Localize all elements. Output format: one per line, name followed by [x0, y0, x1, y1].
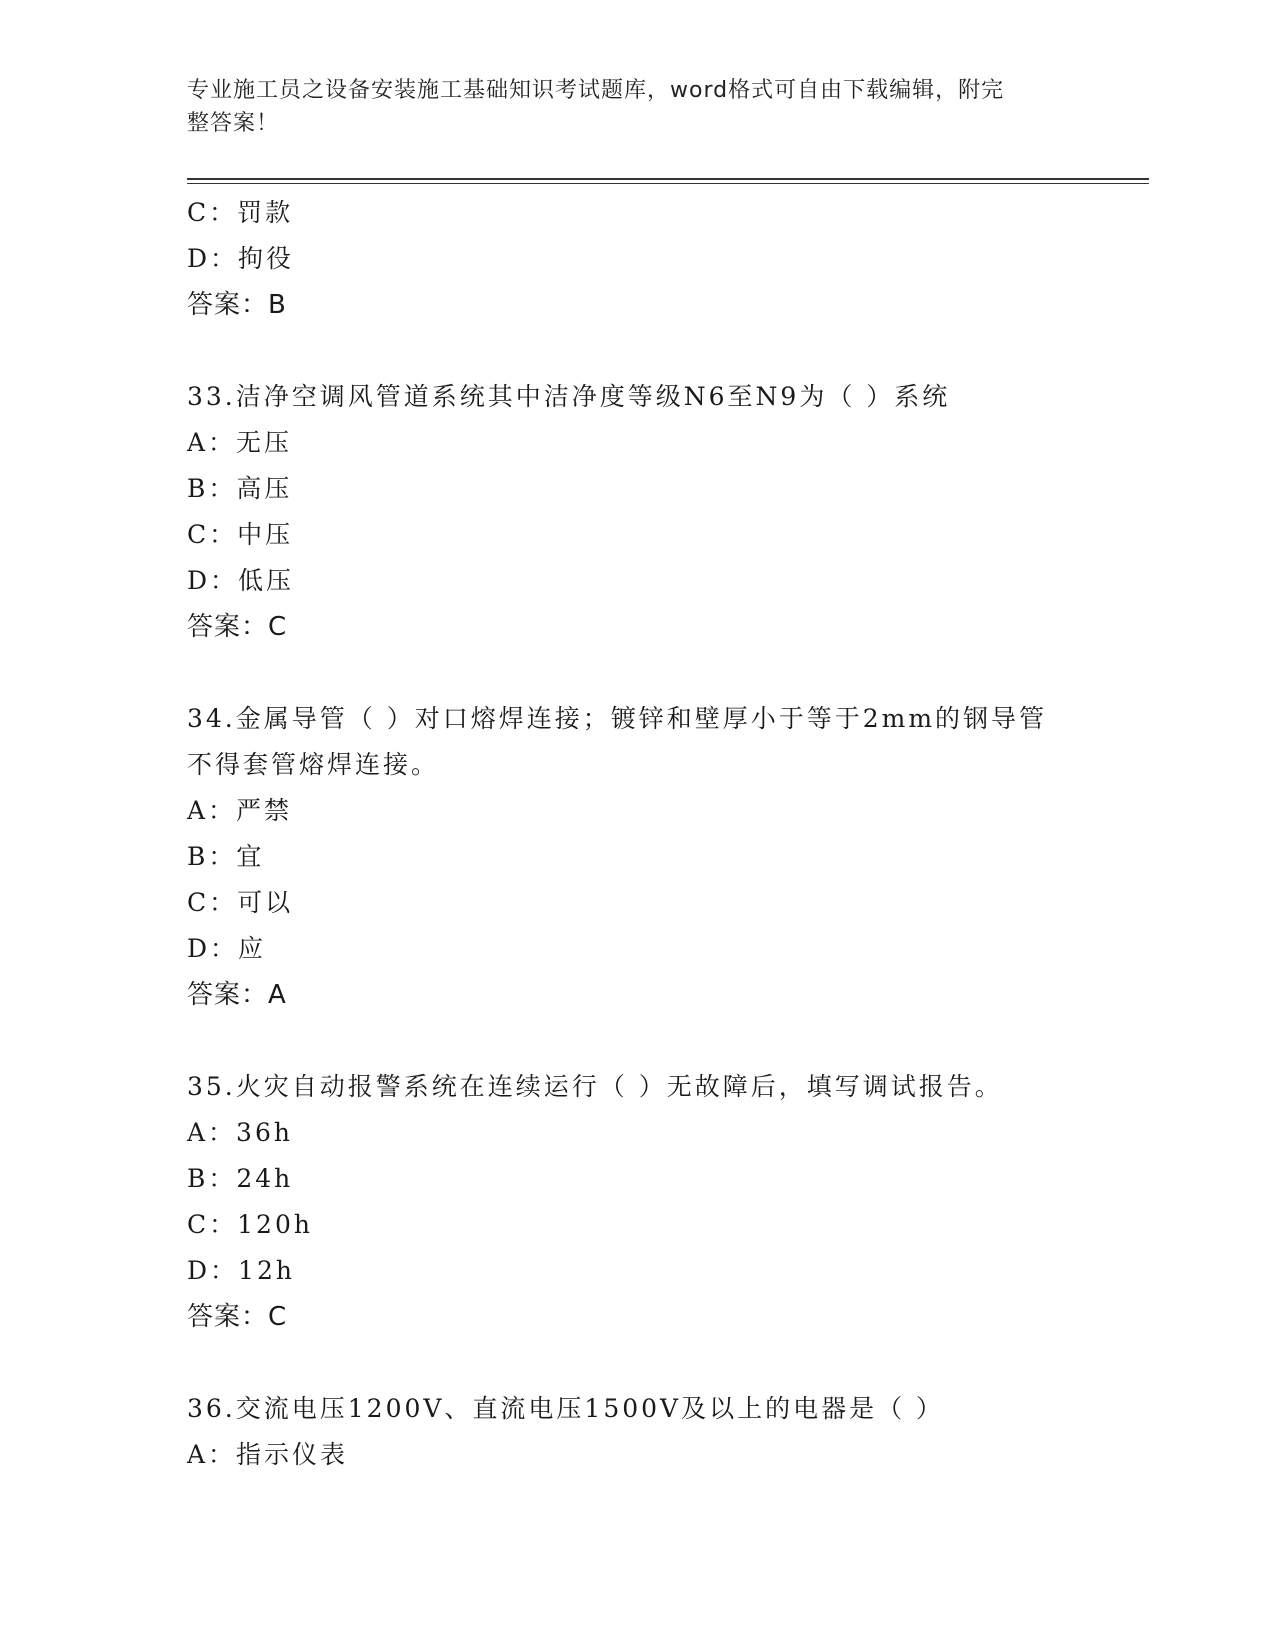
option-b: B：高压 — [187, 474, 293, 503]
option-d: D：12h — [187, 1256, 295, 1285]
option-c: C：罚款 — [187, 198, 294, 227]
question-block-34 — [187, 696, 1087, 1018]
option-c: C：可以 — [187, 888, 294, 917]
option-b: B：24h — [187, 1164, 294, 1193]
answer-line: 答案：A — [187, 980, 287, 1010]
answer-line: 答案：C — [187, 1302, 288, 1332]
option-a: A：36h — [187, 1118, 293, 1147]
document-header — [187, 74, 1067, 140]
option-d: D：低压 — [187, 566, 295, 595]
question-block-32 — [187, 190, 1087, 328]
header-divider-thick — [187, 178, 1149, 180]
question-block-33 — [187, 374, 1087, 650]
question-stem: 36.交流电压1200V、直流电压1500V及以上的电器是（ ） — [187, 1394, 945, 1423]
question-list — [187, 190, 1087, 1478]
question-block-36 — [187, 1386, 1087, 1478]
option-c: C：中压 — [187, 520, 294, 549]
option-a: A：严禁 — [187, 796, 293, 825]
question-stem-continued: 不得套管熔焊连接。 — [187, 750, 440, 779]
answer-line: 答案：C — [187, 612, 288, 642]
question-stem: 35.火灾自动报警系统在连续运行（ ）无故障后，填写调试报告。 — [187, 1072, 1003, 1101]
header-divider-thin — [187, 183, 1149, 184]
option-a: A：无压 — [187, 428, 293, 457]
question-stem: 33.洁净空调风管道系统其中洁净度等级N6至N9为（ ）系统 — [187, 382, 951, 411]
option-d: D：拘役 — [187, 244, 295, 273]
option-a: A：指示仪表 — [187, 1440, 349, 1469]
header-line-2: 整答案！ — [187, 111, 280, 136]
header-line-1: 专业施工员之设备安装施工基础知识考试题库，word格式可自由下载编辑，附完 — [187, 78, 1005, 103]
question-block-35 — [187, 1064, 1087, 1340]
spacer — [187, 1018, 1087, 1064]
spacer — [187, 328, 1087, 374]
option-b: B：宜 — [187, 842, 265, 871]
spacer — [187, 1340, 1087, 1386]
option-d: D：应 — [187, 934, 267, 963]
question-stem: 34.金属导管（ ）对口熔焊连接；镀锌和壁厚小于等于2mm的钢导管 — [187, 704, 1048, 733]
spacer — [187, 650, 1087, 696]
answer-line: 答案：B — [187, 290, 287, 320]
option-c: C：120h — [187, 1210, 313, 1239]
